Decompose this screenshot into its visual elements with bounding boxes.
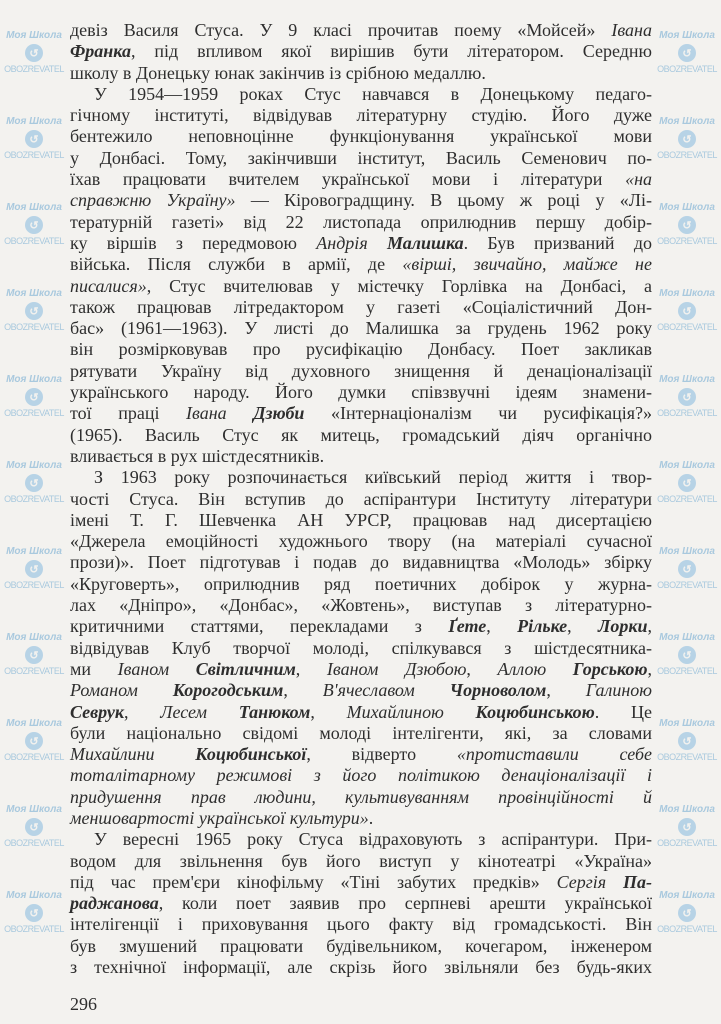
watermark-logo [3, 202, 65, 247]
watermark-brand-text: OBOZREVATEL [657, 580, 717, 590]
text-run: , відверто [306, 744, 457, 765]
italic-text: «на [625, 169, 652, 190]
watermark-school-text: Моя Школа [659, 202, 715, 213]
italic-text: Андрія [316, 232, 387, 253]
watermark-school-text: Моя Школа [6, 804, 62, 815]
watermark-brand-text: OBOZREVATEL [4, 64, 64, 74]
text-line [70, 467, 652, 488]
text-line [70, 297, 652, 318]
text-run: з технічної інформації, але скрізь його звільняли без будь-яких [70, 957, 652, 978]
text-line [70, 829, 652, 850]
watermark-logo [3, 288, 65, 333]
obozrevatel-logo-icon: ↺ [678, 388, 696, 406]
watermark-school-text: Моя Школа [6, 460, 62, 471]
text-line [70, 318, 652, 339]
watermark-logo [3, 546, 65, 591]
italic-text: писалися» [70, 275, 147, 296]
text-line [70, 744, 652, 765]
bold-italic-name: Севрук [70, 701, 125, 722]
italic-text: Івана [186, 403, 254, 424]
watermark-brand-text: OBOZREVATEL [657, 752, 717, 762]
text-run: він розмірковував про русифікацію Донбасу. Поет закликав [70, 339, 652, 360]
italic-text: Іваном Дзюбою [326, 658, 467, 679]
italic-text: Лесем [160, 701, 239, 722]
italic-text: Іваном [117, 658, 196, 679]
italic-text: Івана [611, 20, 652, 40]
watermark-brand-text: OBOZREVATEL [657, 666, 717, 676]
watermark-logo [3, 460, 65, 505]
italic-text: придушення прав людини, культивуванням провінційності й [70, 786, 652, 807]
text-line [70, 851, 652, 872]
italic-text: тоталітарному режимові з його політикою денаціоналізації і [70, 765, 652, 786]
bold-italic-name: Дзюби [253, 403, 305, 424]
text-run: ку віршів з передмовою [70, 232, 317, 253]
text-line [70, 382, 652, 403]
text-line [70, 84, 652, 105]
italic-text: В'ячеславом [322, 680, 450, 701]
watermark-school-text: Моя Школа [6, 546, 62, 557]
text-run: З 1963 року розпочинається київський період життя і твор- [94, 467, 652, 488]
watermark-brand-text: OBOZREVATEL [4, 924, 64, 934]
bold-italic-name: Корогодським [172, 680, 284, 701]
bold-italic-name: Ґете [448, 616, 487, 637]
italic-text: «протиставили себе [456, 744, 653, 765]
watermark-logo [656, 202, 718, 247]
text-run: також працював літредактором у газеті «Соціалістичний Дон- [70, 296, 652, 317]
watermark-logo [3, 804, 65, 849]
text-line [70, 41, 652, 62]
text-line [70, 659, 652, 680]
italic-text: Романом [70, 680, 173, 701]
watermark-school-text: Моя Школа [659, 288, 715, 299]
watermark-logo [656, 804, 718, 849]
watermark-brand-text: OBOZREVATEL [4, 580, 64, 590]
bold-italic-name: Рільке [517, 616, 568, 637]
obozrevatel-logo-icon: ↺ [678, 818, 696, 836]
page-body-text [70, 20, 652, 978]
text-run: вливається в рух шістдесятників. [70, 445, 325, 466]
text-run: школу в Донецьку юнак закінчив із срібною медаллю. [70, 62, 486, 83]
watermark-brand-text: OBOZREVATEL [657, 64, 717, 74]
obozrevatel-logo-icon: ↺ [25, 44, 43, 62]
watermark-school-text: Моя Школа [659, 804, 715, 815]
watermark-logo [3, 116, 65, 161]
watermark-brand-text: OBOZREVATEL [657, 408, 717, 418]
text-line [70, 893, 652, 914]
watermark-brand-text: OBOZREVATEL [4, 494, 64, 504]
watermark-brand-text: OBOZREVATEL [4, 752, 64, 762]
text-run: рятувати Україну від духовного знищення й денаціоналізації [70, 360, 652, 381]
text-line [70, 169, 652, 190]
text-run: , [486, 616, 518, 637]
bold-italic-name: Па- [622, 871, 652, 892]
text-run: був змушений працювати будівельником, кочегаром, інженером [70, 935, 652, 956]
bold-italic-name: Танюком [238, 701, 311, 722]
text-line [70, 425, 652, 446]
obozrevatel-logo-icon: ↺ [678, 130, 696, 148]
bold-italic-name: Лорки [598, 616, 648, 637]
watermark-logo [656, 116, 718, 161]
page-number: 296 [70, 994, 97, 1014]
text-run: . Це [594, 701, 652, 722]
obozrevatel-logo-icon: ↺ [25, 388, 43, 406]
bold-italic-name: Коцюбинською [475, 701, 595, 722]
text-line [70, 254, 652, 275]
text-run: — Кіровоградщину. В цьому ж році у «Лі- [235, 190, 653, 211]
text-run: імені Т. Г. Шевченка АН УРСР, працював над дисертацією [70, 509, 652, 530]
watermark-logo [656, 718, 718, 763]
text-line [70, 936, 652, 957]
watermark-school-text: Моя Школа [659, 30, 715, 41]
bold-italic-name: Чорноволом [449, 680, 547, 701]
text-run: , [647, 616, 653, 637]
obozrevatel-logo-icon: ↺ [25, 818, 43, 836]
italic-text: Галиною [585, 680, 652, 701]
text-line [70, 574, 652, 595]
text-run: У вересні 1965 року Стуса відраховують з аспірантури. При- [94, 829, 652, 850]
watermark-school-text: Моя Школа [6, 890, 62, 901]
text-line [70, 702, 652, 723]
italic-text: Аллою [497, 658, 573, 679]
text-run: війська. Після служби в армії, де [70, 254, 403, 275]
watermark-brand-text: OBOZREVATEL [4, 666, 64, 676]
watermark-brand-text: OBOZREVATEL [4, 322, 64, 332]
text-line [70, 126, 652, 147]
text-line [70, 190, 652, 211]
watermark-brand-text: OBOZREVATEL [4, 838, 64, 848]
text-run: прози)». Поет підготував і подав до видавництва «Молодь» збірку [70, 552, 652, 573]
bold-italic-name: Коцюбинської [195, 744, 307, 765]
watermark-brand-text: OBOZREVATEL [4, 236, 64, 246]
watermark-school-text: Моя Школа [6, 374, 62, 385]
text-run: , [567, 616, 599, 637]
bold-italic-name: Горською [572, 658, 648, 679]
watermark-logo [656, 890, 718, 935]
text-line [70, 552, 652, 573]
watermark-school-text: Моя Школа [6, 632, 62, 643]
watermark-logo [3, 374, 65, 419]
watermark-brand-text: OBOZREVATEL [657, 838, 717, 848]
obozrevatel-logo-icon: ↺ [678, 904, 696, 922]
text-line [70, 808, 652, 829]
text-line [70, 531, 652, 552]
watermark-school-text: Моя Школа [659, 890, 715, 901]
text-line [70, 957, 652, 978]
text-run: . [368, 807, 374, 828]
text-run: , Стус вчителював у містечку Горлівка на Донбасі, а [146, 275, 652, 296]
text-run: бас» (1961—1963). У листі до Малишка за грудень 1962 року [70, 318, 652, 339]
text-line [70, 723, 652, 744]
obozrevatel-logo-icon: ↺ [25, 130, 43, 148]
bold-italic-name: Малишка [386, 232, 464, 253]
text-run: тературній газеті» від 22 листопада оприлюднив першу добір- [70, 211, 652, 232]
italic-text: Михайлини [70, 744, 196, 765]
watermark-logo [3, 890, 65, 935]
text-run: , [310, 701, 347, 722]
text-run: , [466, 658, 498, 679]
text-line [70, 148, 652, 169]
text-run: (1965). Василь Стус як митець, громадський діяч органічно [70, 424, 652, 445]
text-run: під час прем'єри кінофільму «Тіні забутих предків» [70, 871, 557, 892]
text-run: інтелігенції і приховування цього факту від громадськості. Він [70, 914, 652, 935]
text-line [70, 63, 652, 84]
watermark-school-text: Моя Школа [6, 288, 62, 299]
text-line [70, 105, 652, 126]
text-run: їхав працювати вчителем української мови і літератури [70, 169, 626, 190]
text-line [70, 616, 652, 637]
watermark-school-text: Моя Школа [6, 202, 62, 213]
text-run: «Інтернаціоналізм чи русифікація?» [304, 403, 652, 424]
obozrevatel-logo-icon: ↺ [25, 560, 43, 578]
text-line [70, 233, 652, 254]
watermark-logo [656, 632, 718, 677]
watermark-brand-text: OBOZREVATEL [657, 494, 717, 504]
obozrevatel-logo-icon: ↺ [678, 560, 696, 578]
obozrevatel-logo-icon: ↺ [678, 732, 696, 750]
text-run: девіз Василя Стуса. У 9 класі прочитав поему «Мойсей» [70, 20, 612, 40]
text-run: У 1954—1959 роках Стус навчався в Донецькому педаго- [94, 83, 652, 104]
watermark-school-text: Моя Школа [6, 30, 62, 41]
italic-text: «вірші, звичайно, майже не [402, 254, 652, 275]
text-run: , [546, 680, 586, 701]
text-run: тої праці [70, 403, 187, 424]
text-line [70, 361, 652, 382]
watermark-school-text: Моя Школа [659, 718, 715, 729]
text-line [70, 638, 652, 659]
text-run: , [647, 658, 652, 679]
text-run: , [124, 701, 161, 722]
text-line [70, 680, 652, 701]
text-line [70, 510, 652, 531]
obozrevatel-logo-icon: ↺ [25, 646, 43, 664]
text-line [70, 787, 652, 808]
obozrevatel-logo-icon: ↺ [25, 732, 43, 750]
text-line [70, 339, 652, 360]
text-line [70, 765, 652, 786]
watermark-logo [656, 374, 718, 419]
watermark-logo [656, 30, 718, 75]
text-run: чості Стуса. Він вступив до аспірантури Інституту літератури [70, 488, 652, 509]
text-run: ми [70, 658, 118, 679]
watermark-logo [656, 460, 718, 505]
text-run: . Був призваний до [463, 232, 652, 253]
obozrevatel-logo-icon: ↺ [25, 474, 43, 492]
italic-text: справжню Україну» [70, 190, 236, 211]
bold-italic-name: раджанова [70, 893, 159, 914]
text-line [70, 872, 652, 893]
text-run: відвідував Клуб творчої молоді, спілкувався з шістдесятника- [70, 637, 652, 658]
watermark-school-text: Моя Школа [6, 718, 62, 729]
watermark-brand-text: OBOZREVATEL [657, 322, 717, 332]
obozrevatel-logo-icon: ↺ [678, 646, 696, 664]
text-run: , [283, 680, 323, 701]
watermark-brand-text: OBOZREVATEL [4, 150, 64, 160]
watermark-school-text: Моя Школа [659, 460, 715, 471]
text-run: , під впливом якої вирішив бути літератором. Середню [130, 41, 652, 62]
watermark-brand-text: OBOZREVATEL [4, 408, 64, 418]
text-run: критичними статтями, перекладами з [70, 616, 449, 637]
obozrevatel-logo-icon: ↺ [678, 44, 696, 62]
watermark-school-text: Моя Школа [659, 374, 715, 385]
text-line [70, 446, 652, 467]
watermark-brand-text: OBOZREVATEL [657, 924, 717, 934]
text-run: водом для звільнення був його виступ у кінотеатрі «Україна» [70, 850, 652, 871]
obozrevatel-logo-icon: ↺ [25, 302, 43, 320]
watermark-school-text: Моя Школа [659, 116, 715, 127]
text-run: у Донбасі. Тому, закінчивши інститут, Василь Семенович по- [70, 147, 652, 168]
watermark-logo [3, 632, 65, 677]
text-run: українського народу. Його думки співзвучні ідеям знамени- [70, 382, 652, 403]
watermark-school-text: Моя Школа [659, 546, 715, 557]
obozrevatel-logo-icon: ↺ [678, 216, 696, 234]
text-run: «Джерела емоційності художнього твору (на матеріалі сучасної [70, 531, 652, 552]
text-run: гічному інституті, відвідував літературну студію. Його дуже [70, 105, 652, 126]
watermark-school-text: Моя Школа [659, 632, 715, 643]
text-run: , [295, 658, 327, 679]
italic-text: Михайлиною [346, 701, 476, 722]
text-line [70, 20, 652, 41]
italic-text: меншовартості української культури» [70, 807, 369, 828]
watermark-brand-text: OBOZREVATEL [657, 150, 717, 160]
bold-italic-name: Франка [70, 41, 131, 62]
obozrevatel-logo-icon: ↺ [25, 216, 43, 234]
text-line [70, 403, 652, 424]
text-line [70, 276, 652, 297]
obozrevatel-logo-icon: ↺ [678, 302, 696, 320]
text-run: , коли поет заявив про серпневі арешти української [158, 893, 652, 914]
italic-text: Сергія [556, 871, 623, 892]
text-line [70, 914, 652, 935]
text-run: «Круговерть», оприлюднив ряд поетичних добірок у журна- [70, 573, 652, 594]
watermark-school-text: Моя Школа [6, 116, 62, 127]
text-line [70, 489, 652, 510]
watermark-logo [656, 546, 718, 591]
text-line [70, 595, 652, 616]
text-run: були національно свідомі молоді інтелігенти, які, за словами [70, 722, 652, 743]
obozrevatel-logo-icon: ↺ [678, 474, 696, 492]
text-run: бентежило неповноцінне функціонування української мови [70, 126, 652, 147]
bold-italic-name: Світличним [195, 658, 296, 679]
watermark-logo [3, 718, 65, 763]
watermark-logo [3, 30, 65, 75]
watermark-brand-text: OBOZREVATEL [657, 236, 717, 246]
obozrevatel-logo-icon: ↺ [25, 904, 43, 922]
text-line [70, 212, 652, 233]
watermark-logo [656, 288, 718, 333]
text-run: лах «Дніпро», «Донбас», «Жовтень», виступав з літературно- [70, 595, 652, 616]
